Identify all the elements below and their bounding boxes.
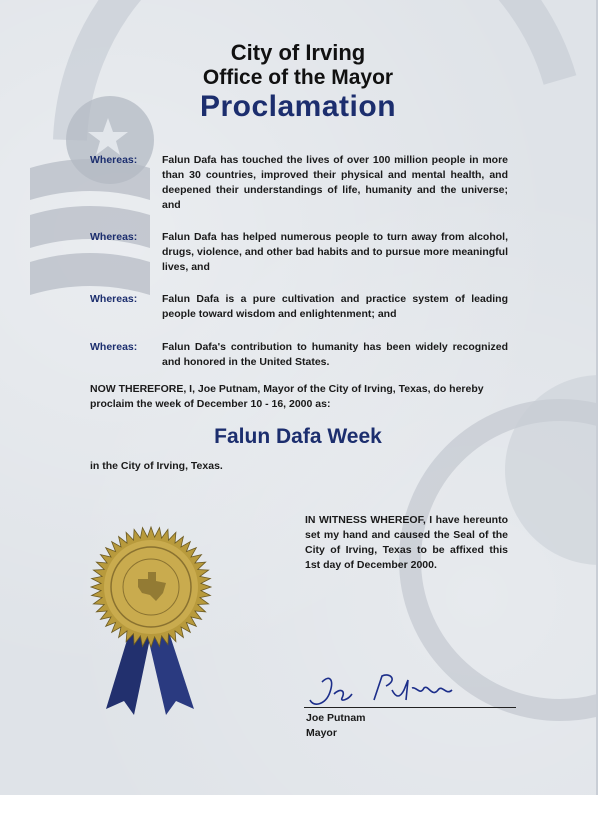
whereas-label: Whereas: <box>90 231 138 243</box>
signer-title: Mayor <box>306 727 337 739</box>
city-heading: City of Irving <box>230 40 366 65</box>
now-therefore-statement: NOW THEREFORE, I, Joe Putnam, Mayor of the City of Irving, Texas, do hereby proclaim the week of December 10 - 16, 2000 as: <box>90 383 484 410</box>
location-line: in the City of Irving, Texas. <box>90 460 223 472</box>
whereas-label: Whereas: <box>90 293 138 305</box>
city-seal-icon <box>86 517 216 717</box>
signature-line <box>304 707 516 708</box>
signer-name: Joe Putnam <box>306 712 366 724</box>
whereas-label: Whereas: <box>90 154 138 166</box>
mayor-signature <box>300 668 470 712</box>
event-title: Falun Dafa Week <box>214 425 382 448</box>
office-heading: Office of the Mayor <box>202 66 394 89</box>
whereas-text: Falun Dafa has helped numerous people to turn away from alcohol, drugs, violence, and other bad habits and to pursue more meaningful lives, and <box>162 231 508 273</box>
whereas-text: Falun Dafa's contribution to humanity has been widely recognized and honored in the United States. <box>162 341 508 368</box>
proclamation-title: Proclamation <box>199 90 397 123</box>
witness-statement: IN WITNESS WHEREOF, I have hereunto set my hand and caused the Seal of the City of Irving, Texas to be affixed this 1st day of December 2000. <box>305 514 508 571</box>
whereas-text: Falun Dafa has touched the lives of over 100 million people in more than 30 countries, improved their physical and mental health, and deepened their understandings of life, humanity and the universe; and <box>162 154 508 211</box>
whereas-label: Whereas: <box>90 341 138 353</box>
whereas-text: Falun Dafa is a pure cultivation and practice system of leading people toward wisdom and enlightenment; and <box>162 293 508 320</box>
